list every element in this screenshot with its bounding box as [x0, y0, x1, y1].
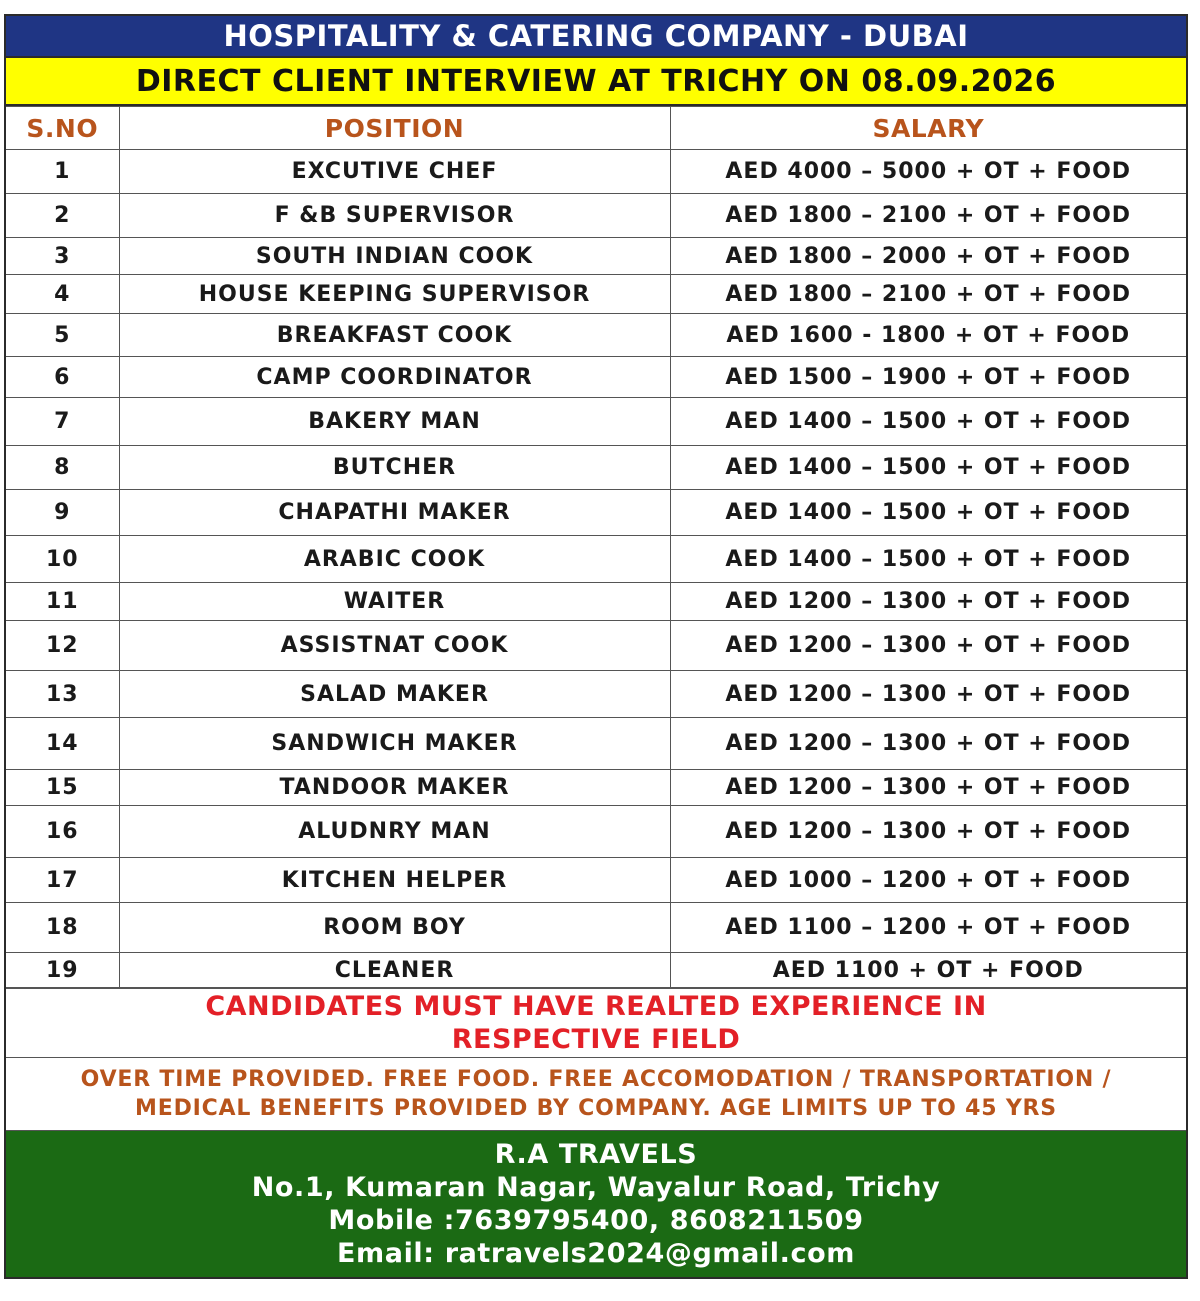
column-header-position: POSITION [119, 107, 670, 150]
cell-salary: AED 1800 – 2100 + OT + FOOD [670, 194, 1186, 238]
cell-salary: AED 1200 – 1300 + OT + FOOD [670, 671, 1186, 718]
cell-salary: AED 1100 + OT + FOOD [670, 953, 1186, 988]
cell-sno: 4 [6, 275, 119, 314]
cell-position: BAKERY MAN [119, 398, 670, 446]
interview-banner: DIRECT CLIENT INTERVIEW AT TRICHY ON 08.09.2026 [6, 58, 1186, 106]
cell-sno: 14 [6, 718, 119, 770]
cell-sno: 6 [6, 357, 119, 398]
cell-sno: 9 [6, 490, 119, 536]
column-header-sno: S.NO [6, 107, 119, 150]
cell-position: ROOM BOY [119, 903, 670, 953]
table-row [6, 536, 1186, 583]
cell-sno: 8 [6, 446, 119, 490]
cell-salary: AED 4000 – 5000 + OT + FOOD [670, 150, 1186, 194]
cell-sno: 19 [6, 953, 119, 988]
company-title: HOSPITALITY & CATERING COMPANY - DUBAI [6, 16, 1186, 58]
table-row [6, 671, 1186, 718]
table-header-row [6, 107, 1186, 150]
cell-sno: 13 [6, 671, 119, 718]
cell-sno: 17 [6, 858, 119, 903]
cell-sno: 1 [6, 150, 119, 194]
cell-position: ASSISTNAT COOK [119, 621, 670, 671]
agency-address: No.1, Kumaran Nagar, Wayalur Road, Trichy [251, 1172, 941, 1203]
cell-position: HOUSE KEEPING SUPERVISOR [119, 275, 670, 314]
cell-position: ALUDNRY MAN [119, 806, 670, 858]
cell-salary: AED 1200 – 1300 + OT + FOOD [670, 806, 1186, 858]
cell-salary: AED 1500 – 1900 + OT + FOOD [670, 357, 1186, 398]
table-row [6, 357, 1186, 398]
table-row [6, 275, 1186, 314]
cell-position: CAMP COORDINATOR [119, 357, 670, 398]
agency-contact-footer [6, 1130, 1186, 1277]
cell-position: SANDWICH MAKER [119, 718, 670, 770]
cell-position: SOUTH INDIAN COOK [119, 238, 670, 275]
agency-name: R.A TRAVELS [494, 1139, 698, 1170]
cell-salary: AED 1400 – 1500 + OT + FOOD [670, 536, 1186, 583]
job-advertisement [4, 14, 1188, 1279]
cell-sno: 3 [6, 238, 119, 275]
table-row [6, 953, 1186, 988]
cell-sno: 12 [6, 621, 119, 671]
cell-position: CHAPATHI MAKER [119, 490, 670, 536]
cell-salary: AED 1200 – 1300 + OT + FOOD [670, 718, 1186, 770]
cell-sno: 10 [6, 536, 119, 583]
cell-sno: 2 [6, 194, 119, 238]
table-row [6, 858, 1186, 903]
table-row [6, 398, 1186, 446]
cell-position: EXCUTIVE CHEF [119, 150, 670, 194]
experience-notice-line1: CANDIDATES MUST HAVE REALTED EXPERIENCE IN [205, 991, 987, 1022]
cell-salary: AED 1400 – 1500 + OT + FOOD [670, 490, 1186, 536]
cell-salary: AED 1800 – 2100 + OT + FOOD [670, 275, 1186, 314]
table-row [6, 770, 1186, 806]
table-row [6, 314, 1186, 357]
agency-email: Email: ratravels2024@gmail.com [336, 1238, 855, 1269]
table-row [6, 446, 1186, 490]
cell-salary: AED 1600 - 1800 + OT + FOOD [670, 314, 1186, 357]
table-row [6, 490, 1186, 536]
cell-position: TANDOOR MAKER [119, 770, 670, 806]
agency-mobile: Mobile :7639795400, 8608211509 [328, 1205, 864, 1236]
cell-position: KITCHEN HELPER [119, 858, 670, 903]
column-header-salary: SALARY [670, 107, 1186, 150]
cell-sno: 5 [6, 314, 119, 357]
cell-position: BREAKFAST COOK [119, 314, 670, 357]
benefits-notice-line1: OVER TIME PROVIDED. FREE FOOD. FREE ACCOMODATION / TRANSPORTATION / [80, 1067, 1112, 1092]
positions-table [6, 106, 1186, 988]
table-row [6, 718, 1186, 770]
cell-salary: AED 1200 – 1300 + OT + FOOD [670, 770, 1186, 806]
cell-salary: AED 1000 – 1200 + OT + FOOD [670, 858, 1186, 903]
cell-position: CLEANER [119, 953, 670, 988]
table-row [6, 150, 1186, 194]
table-row [6, 194, 1186, 238]
experience-notice-line2: RESPECTIVE FIELD [451, 1024, 741, 1055]
table-row [6, 583, 1186, 621]
cell-salary: AED 1400 – 1500 + OT + FOOD [670, 398, 1186, 446]
table-row [6, 806, 1186, 858]
table-row [6, 903, 1186, 953]
cell-sno: 16 [6, 806, 119, 858]
table-row [6, 238, 1186, 275]
cell-sno: 11 [6, 583, 119, 621]
cell-salary: AED 1800 – 2000 + OT + FOOD [670, 238, 1186, 275]
cell-salary: AED 1100 – 1200 + OT + FOOD [670, 903, 1186, 953]
cell-sno: 18 [6, 903, 119, 953]
cell-sno: 15 [6, 770, 119, 806]
cell-position: SALAD MAKER [119, 671, 670, 718]
cell-sno: 7 [6, 398, 119, 446]
cell-salary: AED 1200 – 1300 + OT + FOOD [670, 621, 1186, 671]
experience-notice [6, 988, 1186, 1057]
cell-salary: AED 1400 – 1500 + OT + FOOD [670, 446, 1186, 490]
cell-position: WAITER [119, 583, 670, 621]
benefits-notice [6, 1057, 1186, 1130]
cell-position: BUTCHER [119, 446, 670, 490]
cell-position: F &B SUPERVISOR [119, 194, 670, 238]
cell-salary: AED 1200 – 1300 + OT + FOOD [670, 583, 1186, 621]
table-row [6, 621, 1186, 671]
cell-position: ARABIC COOK [119, 536, 670, 583]
benefits-notice-line2: MEDICAL BENEFITS PROVIDED BY COMPANY. AGE LIMITS UP TO 45 YRS [135, 1096, 1057, 1121]
